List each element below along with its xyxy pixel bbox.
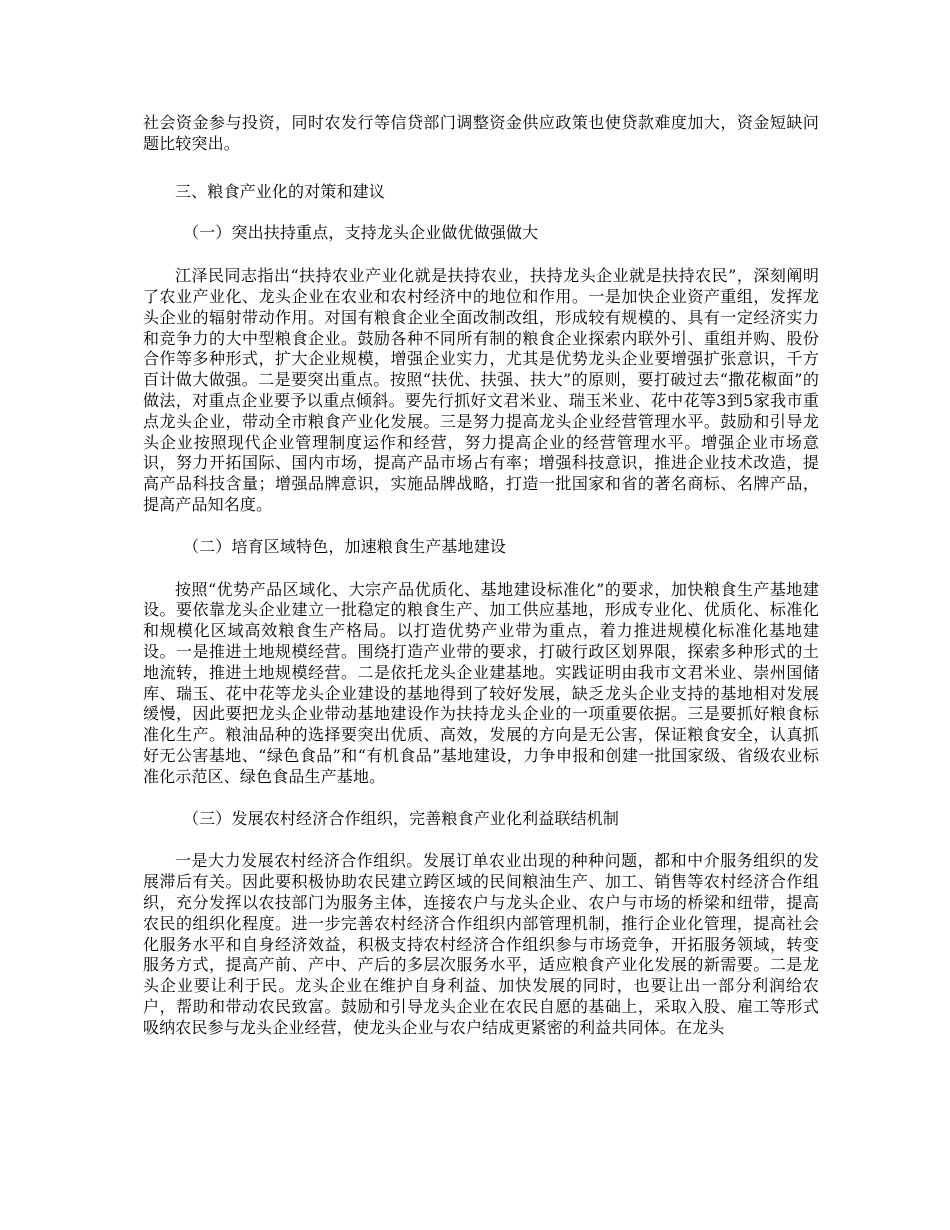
body-paragraph-leading-enterprises: 江泽民同志指出“扶持农业产业化就是扶持农业，扶持龙头企业就是扶持农民”，深刻阐明了农业产业化、龙头企业在农业和农村经济中的地位和作用。一是加快企业资产重组，发挥龙头企业的辐射带动作用。对国有粮食企业全面改制改组，形成较有规模的、具有一定经济实力和竞争力的大中型粮食企业。鼓励各种不同所有制的粮食企业探索内联外引、重组并购、股份合作等多种形式，扩大企业规模，增强企业实力，尤其是优势龙头企业要增强扩张意识，千方百计做大做强。二是要突出重点。按照“扶优、扶强、扶大”的原则，要打破过去“撒花椒面”的做法，对重点企业要予以重点倾斜。要先行抓好文君米业、瑞玉米业、花中花等3到5家我市重点龙头企业，带动全市粮食产业化发展。三是努力提高龙头企业经营管理水平。鼓励和引导龙头企业按照现代企业管理制度运作和经营，努力提高企业的经营管理水平。增强企业市场意识，努力开拓国际、国内市场，提高产品市场占有率；增强科技意识，推进企业技术改造，提高产品科技含量；增强品牌意识，实施品牌战略，打造一批国家和省的著名商标、名牌产品，提高产品知名度。 [143, 266, 819, 514]
subheading-1: （一）突出扶持重点，支持龙头企业做优做强做大 [183, 223, 539, 243]
subheading-2: （二）培育区域特色，加速粮食生产基地建设 [183, 536, 507, 556]
document-page [143, 113, 819, 1038]
subheading-3: （三）发展农村经济合作组织，完善粮食产业化利益联结机制 [183, 808, 620, 828]
body-paragraph-funding: 社会资金参与投资，同时农发行等信贷部门调整资金供应政策也使贷款难度加大，资金短缺问题比较突出。 [143, 113, 819, 153]
body-paragraph-cooperatives: 一是大力发展农村经济合作组织。发展订单农业出现的种种问题，都和中介服务组织的发展滞后有关。因此要积极协助农民建立跨区域的民间粮油生产、加工、销售等农村经济合作组织，充分发挥以农技部门为服务主体，连接农户与龙头企业、农户与市场的桥梁和纽带，提高农民的组织化程度。进一步完善农村经济合作组织内部管理机制，推行企业化管理，提高社会化服务水平和自身经济效益，积极支持农村经济合作组织参与市场竞争，开拓服务领域，转变服务方式，提高产前、产中、产后的多层次服务水平，适应粮食产业化发展的新需要。二是龙头企业要让利于民。龙头企业在维护自身利益、加快发展的同时，也要让出一部分利润给农户，帮助和带动农民致富。鼓励和引导龙头企业在农民自愿的基础上，采取入股、雇工等形式吸纳农民参与龙头企业经营，使龙头企业与农户结成更紧密的利益共同体。在龙头 [143, 851, 819, 1037]
section-heading-3: 三、粮食产业化的对策和建议 [175, 181, 385, 201]
body-paragraph-production-bases: 按照“优势产品区域化、大宗产品优质化、基地建设标准化”的要求，加快粮食生产基地建设。要依靠龙头企业建立一批稳定的粮食生产、加工供应基地，形成专业化、优质化、标准化和规模化区域高效粮食生产格局。以打造优势产业带为重点，着力推进规模化标准化基地建设。一是推进土地规模经营。围绕打造产业带的要求，打破行政区划界限，探索多种形式的土地流转，推进土地规模经营。二是依托龙头企业建基地。实践证明由我市文君米业、崇州国储库、瑞玉、花中花等龙头企业建设的基地得到了较好发展，缺乏龙头企业支持的基地相对发展缓慢，因此要把龙头企业带动基地建设作为扶持龙头企业的一项重要依据。三是要抓好粮食标准化生产。粮油品种的选择要突出优质、高效，发展的方向是无公害，保证粮食安全，认真抓好无公害基地、“绿色食品”和“有机食品”基地建设，力争申报和创建一批国家级、省级农业标准化示范区、绿色食品生产基地。 [143, 579, 819, 786]
